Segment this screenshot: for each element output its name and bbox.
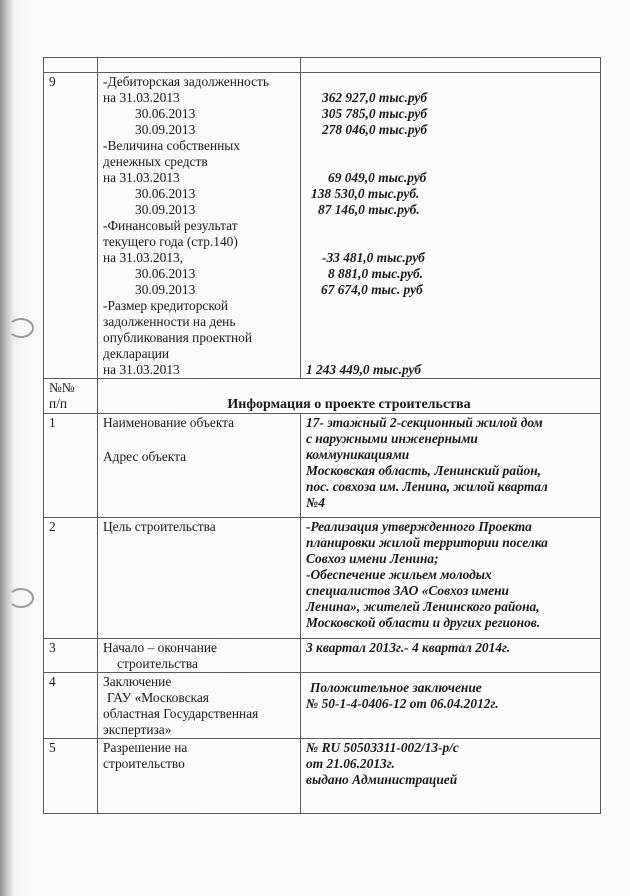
period-label-line-2: строительства [117, 656, 198, 671]
row-label [98, 518, 301, 639]
receivables-value-3: 278 046,0 тыс.руб [322, 122, 428, 137]
goal-line-7: Московской области и других регионов. [306, 615, 541, 630]
expertise-label-line-1: Заключение [103, 674, 172, 689]
binder-ring-bottom [8, 588, 34, 608]
payables-title-1: -Размер кредиторской [103, 298, 229, 313]
receivables-date-2: 30.06.2013 [135, 106, 196, 121]
table-row-2 [44, 518, 601, 639]
row-number: 1 [44, 414, 98, 518]
goal-line-1: -Реализация утвержденного Проекта [306, 519, 532, 534]
permit-label-line-2: строительство [103, 756, 185, 771]
receivables-title: -Дебиторская задолженность [103, 74, 269, 89]
expertise-value-line-1: Положительное заключение [310, 680, 482, 695]
row-label [98, 739, 301, 814]
binder-ring-top [8, 318, 34, 338]
object-name-line-2: с наружными инженерными [306, 431, 478, 446]
row-label [98, 673, 301, 739]
table-row-3 [44, 639, 601, 673]
project-declaration-table [43, 57, 601, 814]
fin-result-date-3: 30.09.2013 [135, 282, 196, 297]
goal-line-2: планировки жилой территории поселка [306, 535, 548, 550]
row-value [301, 739, 601, 814]
table-row-1 [44, 414, 601, 518]
object-address-line-3: №4 [306, 495, 325, 510]
permit-value-line-1: № RU 50503311-002/13-р/с [306, 740, 459, 755]
goal-line-3: Совхоз имени Ленина; [306, 551, 439, 566]
receivables-date-1: на 31.03.2013 [103, 90, 180, 105]
row-value [301, 639, 601, 673]
row-value [301, 518, 601, 639]
row-number: 4 [44, 673, 98, 739]
table-row-9 [44, 73, 601, 379]
expertise-label-line-2: ГАУ «Московская [107, 690, 209, 705]
fin-result-date-2: 30.06.2013 [135, 266, 196, 281]
page-binding-edge [0, 0, 12, 896]
table-row-5 [44, 739, 601, 814]
fin-result-title-2: текущего года (стр.140) [103, 234, 238, 249]
period-value: 3 квартал 2013г.- 4 квартал 2014г. [306, 640, 511, 655]
fin-result-title-1: -Финансовый результат [103, 218, 238, 233]
row-number: 3 [44, 639, 98, 673]
row-number: 9 [44, 73, 98, 379]
object-name-label: Наименование объекта [103, 415, 235, 430]
equity-title-2: денежных средств [103, 154, 208, 169]
goal-line-4: -Обеспечение жильем молодых [306, 567, 492, 582]
object-name-line-3: коммуникациями [306, 447, 410, 462]
permit-label-line-1: Разрешение на [103, 740, 188, 755]
object-address-line-2: пос. совхоза им. Ленина, жилой квартал [306, 479, 548, 494]
empty-cell [301, 58, 601, 73]
fin-result-value-2: 8 881,0 тыс.руб. [328, 266, 424, 281]
equity-date-3: 30.09.2013 [135, 202, 196, 217]
fin-result-date-1: на 31.03.2013, [103, 250, 184, 265]
equity-title-1: -Величина собственных [103, 138, 240, 153]
payables-title-2: задолженности на день [103, 314, 236, 329]
row-label [98, 414, 301, 518]
section-header-row [44, 379, 601, 414]
table-row-4 [44, 673, 601, 739]
row-number-header-line-1: №№ [49, 380, 75, 395]
goal-line-5: специалистов ЗАО «Совхоз имени [306, 583, 509, 598]
section-title: Информация о проекте строительства [98, 379, 601, 414]
receivables-value-1: 362 927,0 тыс.руб [322, 90, 428, 105]
table-top-empty-row [44, 58, 601, 73]
permit-value-line-2: от 21.06.2013г. [306, 756, 395, 771]
financial-indicators-labels [98, 73, 301, 379]
empty-cell [98, 58, 301, 73]
receivables-date-3: 30.09.2013 [135, 122, 196, 137]
expertise-label-line-4: экспертиза» [103, 722, 172, 737]
equity-value-1: 69 049,0 тыс.руб [328, 170, 427, 185]
construction-goal-label: Цель строительства [103, 519, 216, 534]
row-value [301, 673, 601, 739]
financial-indicators-values [301, 73, 601, 379]
equity-date-1: на 31.03.2013 [103, 170, 180, 185]
object-address-label: Адрес объекта [103, 449, 187, 464]
equity-value-2: 138 530,0 тыс.руб. [311, 186, 420, 201]
fin-result-value-1: -33 481,0 тыс.руб [322, 250, 425, 265]
row-number-header-line-2: п/п [49, 396, 68, 411]
payables-title-3: опубликования проектной [103, 330, 253, 345]
fin-result-value-3: 67 674,0 тыс. руб [321, 282, 423, 297]
row-label [98, 639, 301, 673]
period-label-line-1: Начало – окончание [103, 640, 217, 655]
empty-cell [44, 58, 98, 73]
receivables-value-2: 305 785,0 тыс.руб [322, 106, 428, 121]
payables-value-1: 1 243 449,0 тыс.руб [306, 362, 422, 377]
equity-date-2: 30.06.2013 [135, 186, 196, 201]
equity-value-3: 87 146,0 тыс.руб. [318, 202, 420, 217]
goal-line-6: Ленина», жителей Ленинского района, [306, 599, 540, 614]
row-number: 2 [44, 518, 98, 639]
row-number-header [44, 379, 98, 414]
expertise-value-line-2: № 50-1-4-0406-12 от 06.04.2012г. [306, 696, 499, 711]
object-address-line-1: Московская область, Ленинский район, [306, 463, 541, 478]
payables-title-4: декларации [103, 346, 170, 361]
row-value [301, 414, 601, 518]
row-number: 5 [44, 739, 98, 814]
payables-date-1: на 31.03.2013 [103, 362, 180, 377]
expertise-label-line-3: областная Государственная [103, 706, 259, 721]
permit-value-line-3: выдано Администрацией [306, 772, 458, 787]
object-name-line-1: 17- этажный 2-секционный жилой дом [306, 415, 543, 430]
